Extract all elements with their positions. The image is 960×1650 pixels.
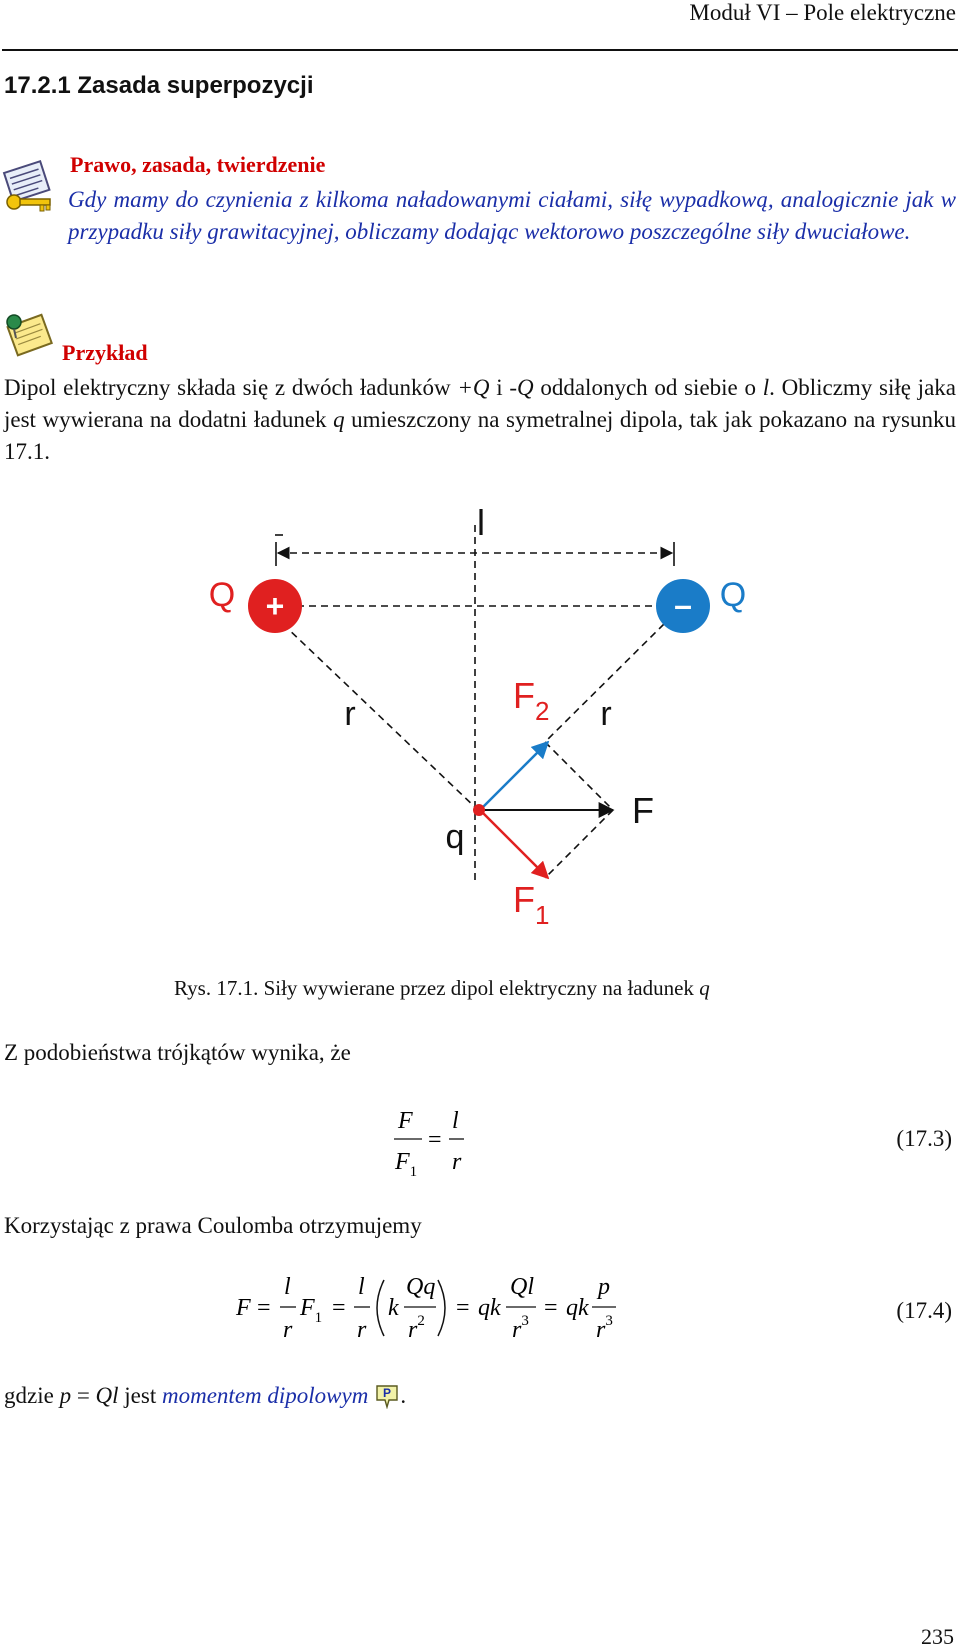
svg-text:Qq: Qq [406,1274,436,1300]
dipole-figure [180,495,780,945]
page-number: 235 [921,1624,954,1649]
notepad-pin-icon [0,308,56,360]
svg-text:qk: qk [566,1295,589,1321]
section-title: 17.2.1 Zasada superpozycji [4,72,314,99]
pointer-p-icon[interactable] [374,1383,400,1409]
label-r-left: r [344,695,356,733]
dipole-moment-line: gdzie p = Ql jest momentem dipolowym P . [4,1383,407,1408]
label-r-right: r [600,695,612,733]
law-heading: Prawo, zasada, twierdzenie [70,152,326,177]
svg-text:P: P [383,1386,392,1400]
svg-text:l: l [358,1274,365,1300]
parallelogram-bottom [545,810,613,878]
svg-text:=: = [257,1295,271,1321]
svg-text:r: r [283,1317,293,1343]
label-Q-right: Q [719,576,747,614]
r-left-line [283,624,478,810]
label-F1: $F_1$ [513,879,550,930]
force-F1-arrow [480,810,548,878]
plus-sign: + [265,588,285,624]
minus-sign: – [674,587,692,623]
law-text: Gdy mamy do czynienia z kilkoma naładowanymi ciałami, siłę wypadkową, analogicznie jak w przypadku siły grawitacyjnej, obliczamy dodając wektorowo poszczególne siły dwuciałowe. [68,187,956,244]
dipole-moment-link[interactable]: momentem dipolowym [162,1383,369,1408]
similarity-text: Z podobieństwa trójkątów wynika, że [4,1040,351,1065]
svg-text:F: F [398,1108,413,1134]
svg-text:=: = [456,1295,470,1321]
force-F2-arrow [480,742,548,810]
svg-text:r2: $r^2$ [408,1313,425,1343]
svg-text:F1: $F_1$ [395,1149,418,1180]
header-divider [2,49,958,51]
svg-text:qk: qk [478,1295,501,1321]
figure-caption: Rys. 17.1. Siły wywierane przez dipol elektryczny na ładunek q [174,976,710,1000]
coulomb-text: Korzystając z prawa Coulomba otrzymujemy [4,1213,422,1238]
svg-text:=: = [332,1295,346,1321]
svg-text:r3: $r^3$ [512,1313,529,1343]
svg-text:=: = [544,1295,558,1321]
parallelogram-top [545,742,613,810]
example-heading: Przykład [62,340,148,365]
label-F: F [632,790,654,831]
equation-number-17-4: (17.4) [896,1298,952,1323]
svg-text:r: r [452,1149,462,1175]
label-q: q [445,818,465,856]
svg-text:k: k [388,1295,399,1321]
label-Q-left: Q [208,576,236,614]
equation-17-4 [232,1268,652,1358]
svg-text:r3: $r^3$ [596,1313,613,1343]
header-title: Moduł VI – Pole elektryczne [689,0,956,25]
example-text: Dipol elektryczny składa się z dwóch ładunków +Q i -Q oddalonych od siebie o l. Obliczmy siłę jaka jest wywierana na dodatni ładunek q umieszczony na symetralnej dipola, tak jak pokazano na rysunku 17.1. [4,375,956,464]
label-F2: $F_2$ [513,675,550,726]
svg-text:Ql: Ql [510,1274,534,1300]
svg-text:l: l [284,1274,291,1300]
svg-text:F: F [236,1295,251,1321]
book-key-icon [0,158,56,216]
label-l: l [477,502,485,543]
test-charge-q [473,804,485,816]
svg-text:F1: $F_1$ [300,1295,323,1326]
equation-17-3 [380,1100,500,1200]
svg-text:r: r [357,1317,367,1343]
svg-text:l: l [452,1108,459,1134]
equation-number-17-3: (17.3) [896,1126,952,1151]
svg-text:=: = [428,1127,442,1153]
svg-text:p: p [598,1274,610,1300]
